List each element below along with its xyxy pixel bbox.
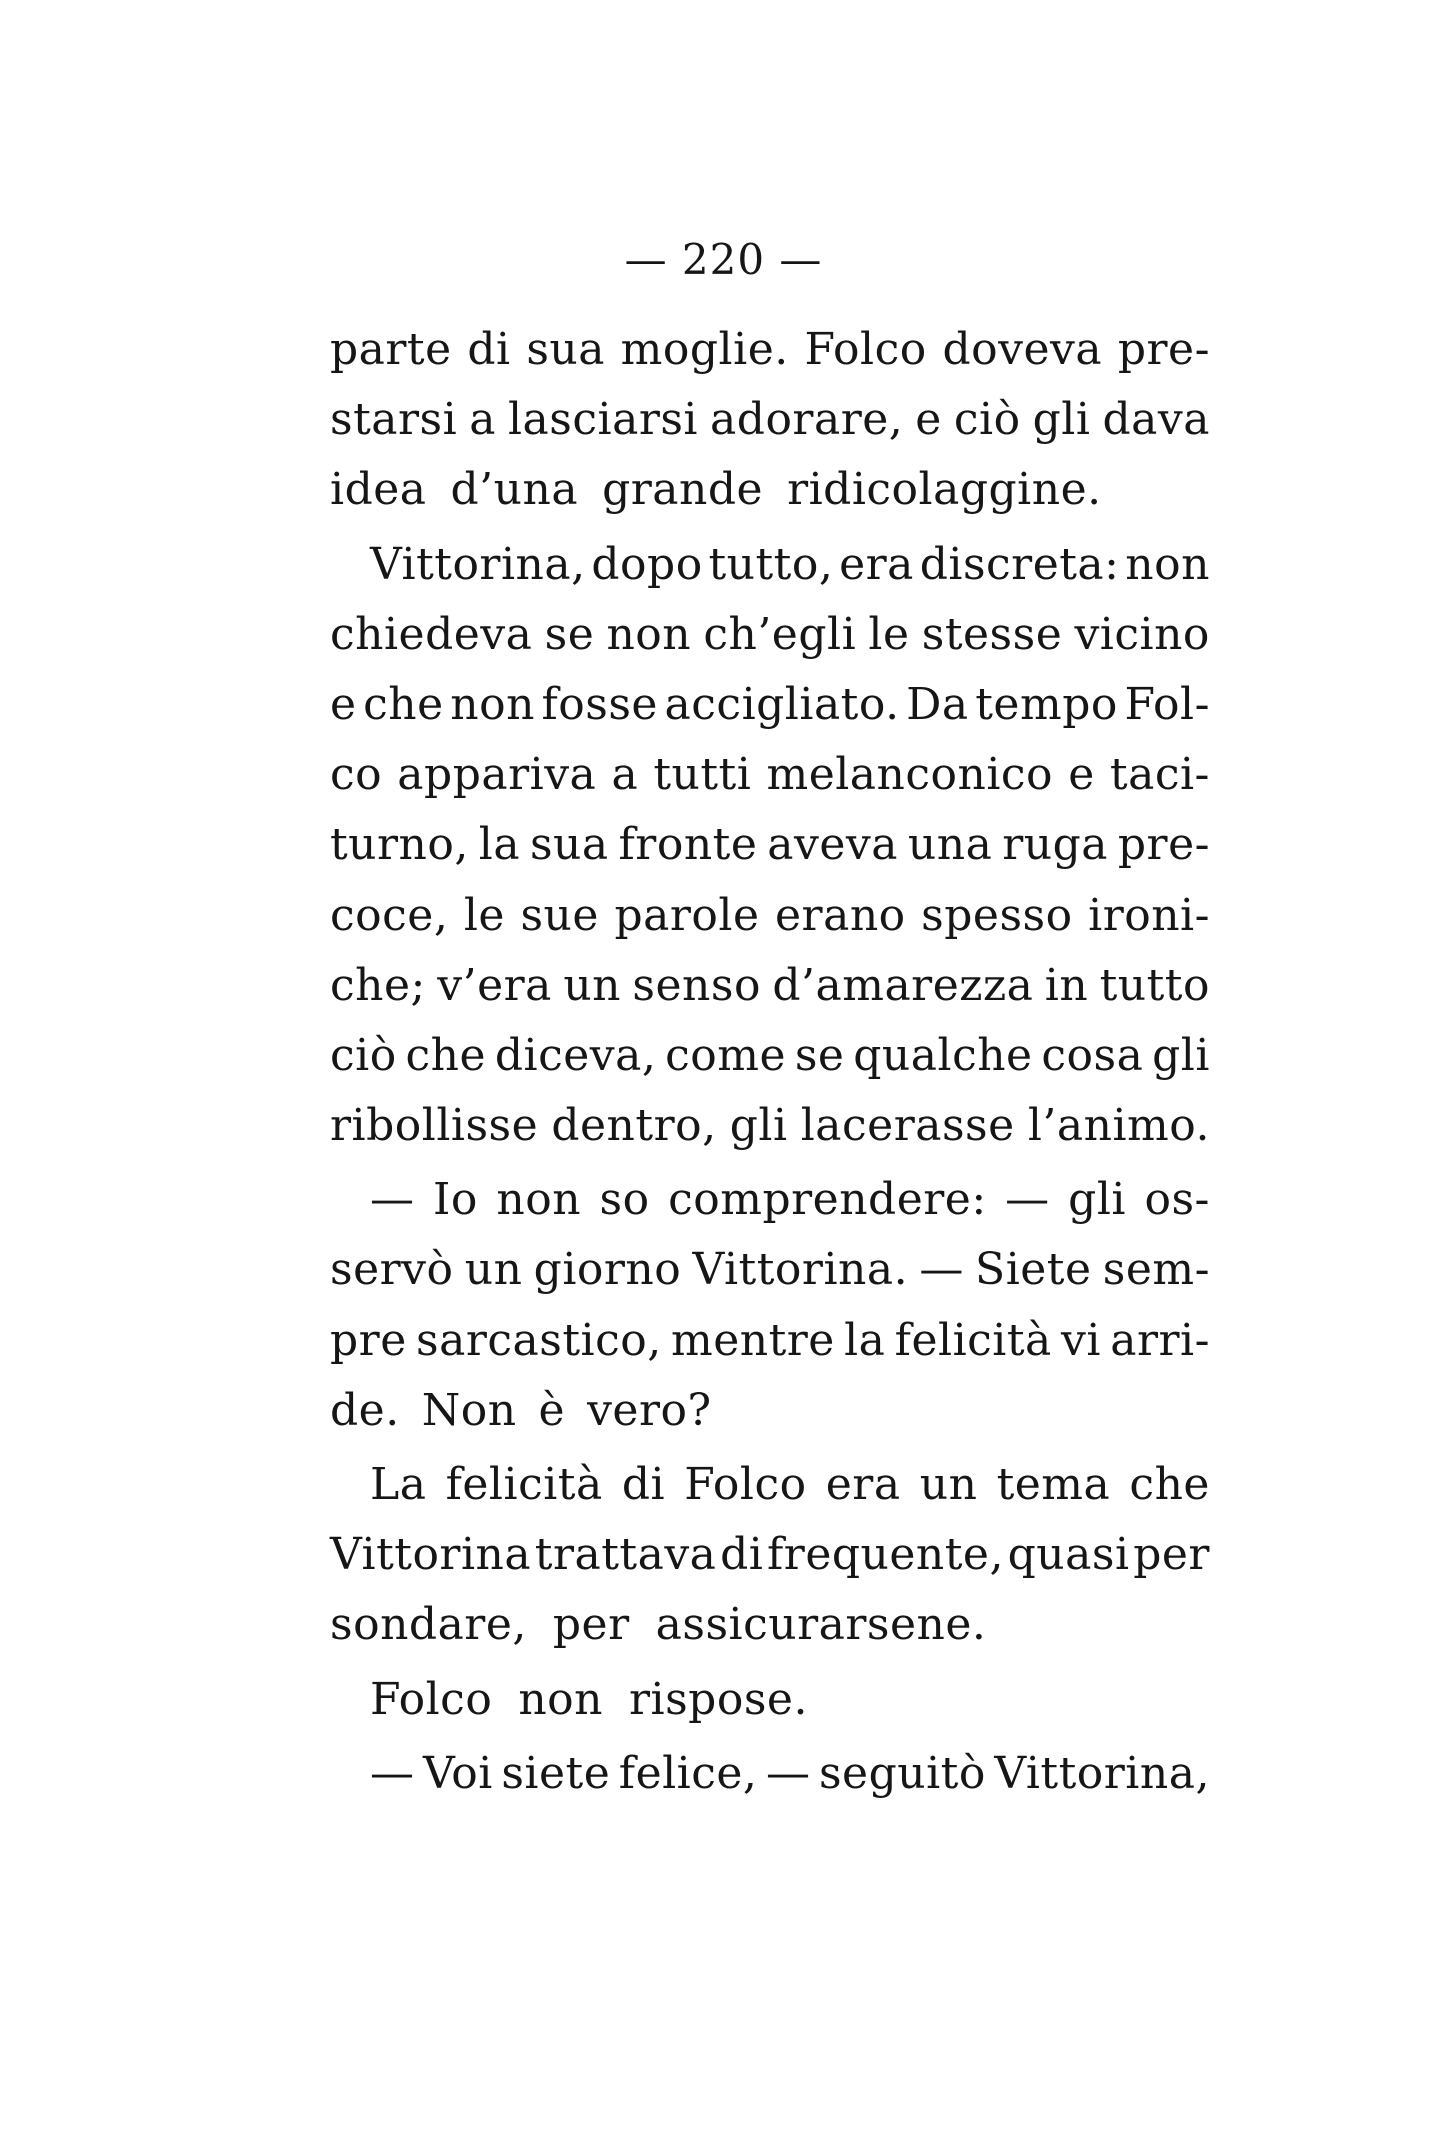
word: ciò (330, 1029, 397, 1081)
word: ironi- (1088, 889, 1210, 941)
word: la (478, 819, 521, 871)
word: non (518, 1673, 603, 1725)
word: adorare, (710, 394, 904, 446)
text-line (330, 740, 1210, 810)
word: di (467, 324, 511, 375)
word: pre- (1117, 819, 1210, 871)
word: un (464, 1244, 523, 1296)
word: che (405, 1029, 487, 1081)
word: — (765, 1747, 811, 1799)
word: dentro, (551, 1100, 717, 1152)
word: dava (1102, 394, 1210, 446)
word: di (720, 1529, 764, 1581)
word: come (665, 1029, 787, 1081)
word: sem- (1102, 1244, 1210, 1296)
text-line (330, 881, 1210, 951)
word: tema (996, 1459, 1111, 1510)
word: parole (614, 889, 760, 941)
word: una (907, 819, 993, 871)
word: ruga (1002, 819, 1108, 871)
word: e (915, 394, 942, 446)
word: che (363, 678, 444, 730)
word: lacerasse (800, 1100, 1015, 1152)
word: quasi (1007, 1529, 1130, 1581)
word: trattava (534, 1529, 717, 1581)
word: diceva, (494, 1029, 657, 1081)
text-line (330, 1306, 1210, 1376)
word: felice, (618, 1747, 758, 1799)
page-number: — 220 — (624, 235, 823, 284)
word: le (868, 608, 910, 660)
word: v’era (437, 959, 552, 1011)
word: stesse (921, 608, 1063, 660)
text-line (330, 315, 1210, 385)
body-text (330, 315, 1210, 1809)
word: gli (729, 1100, 788, 1152)
word: non (496, 1174, 582, 1226)
word: starsi (330, 394, 458, 446)
word: Vittorina, (370, 538, 586, 590)
word: sue (520, 889, 599, 941)
text-line (330, 951, 1210, 1021)
word: lasciarsi (507, 394, 699, 446)
word: moglie. (620, 324, 789, 375)
word: Fol- (1124, 678, 1210, 730)
word: gli (1068, 1174, 1126, 1226)
word: co (330, 749, 383, 801)
text-line (330, 1021, 1210, 1091)
word: la (844, 1314, 886, 1366)
word: Folco (804, 324, 927, 375)
word: — (919, 1244, 964, 1296)
word: — (370, 1747, 415, 1799)
word: felicità (445, 1459, 603, 1510)
word: comprendere: (668, 1174, 987, 1226)
word: Da (906, 678, 969, 730)
word: sua (526, 324, 605, 375)
word: per (1133, 1529, 1210, 1581)
word: erano (775, 889, 906, 941)
word: parte (330, 324, 452, 375)
word: melanconico (766, 749, 1054, 801)
word: aveva (767, 819, 898, 871)
word: de. (330, 1384, 400, 1436)
word: os- (1144, 1174, 1210, 1226)
word: arri- (1110, 1314, 1210, 1366)
text-line (330, 1165, 1210, 1235)
text-line (330, 1739, 1210, 1809)
word: a (469, 394, 496, 446)
word: servò (330, 1244, 454, 1296)
word: in (1044, 959, 1089, 1011)
word: un (563, 959, 621, 1011)
word: Siete (975, 1244, 1092, 1296)
word: di (621, 1459, 666, 1510)
word: discreta: (919, 538, 1120, 590)
word: — (370, 1174, 415, 1226)
word: chiedeva (330, 608, 533, 660)
word: ch’egli (703, 608, 857, 660)
word: non (606, 608, 692, 660)
word: Vittorina, (994, 1747, 1210, 1799)
word: l’animo. (1027, 1100, 1210, 1152)
word: era (825, 1459, 901, 1510)
word: sarcastico, (416, 1314, 662, 1366)
word: sua (529, 819, 609, 871)
word: che; (330, 959, 426, 1011)
word: qualche (853, 1029, 1033, 1081)
word: La (370, 1459, 427, 1510)
word: per (552, 1599, 630, 1651)
word: frequente, (767, 1529, 1004, 1581)
word: vicino (1074, 608, 1210, 660)
word: so (599, 1174, 650, 1226)
text-line (330, 1235, 1210, 1305)
word: a (611, 749, 639, 801)
word: senso (632, 959, 761, 1011)
word: tempo (975, 678, 1118, 730)
word: coce, (330, 889, 449, 941)
word: e (330, 678, 357, 730)
word: giorno (533, 1244, 682, 1296)
word: Io (433, 1174, 478, 1226)
word: turno, (330, 819, 469, 871)
word: Folco (684, 1459, 807, 1510)
word: mentre (670, 1314, 835, 1366)
text-line (330, 1590, 1210, 1660)
word: pre- (1117, 324, 1210, 375)
word: accigliato. (664, 678, 900, 730)
word: vero? (587, 1384, 712, 1436)
word: ridicolaggine. (787, 464, 1102, 516)
word: spesso (921, 889, 1073, 941)
word: non (450, 678, 535, 730)
word: cosa (1041, 1029, 1144, 1081)
word: Voi (423, 1747, 493, 1799)
word: pre (330, 1314, 407, 1366)
word: — (1005, 1174, 1050, 1226)
word: tutto, (708, 538, 834, 590)
word: grande (602, 464, 764, 516)
word: ribollisse (330, 1100, 539, 1152)
text-line (330, 1091, 1210, 1161)
word: Vittorina (330, 1529, 532, 1581)
word: tutto (1099, 959, 1210, 1011)
text-line (330, 600, 1210, 670)
text-line (330, 1450, 1210, 1520)
text-line (330, 530, 1210, 600)
word: siete (501, 1747, 611, 1799)
word: fronte (618, 819, 758, 871)
word: Non (421, 1384, 517, 1436)
word: che (1129, 1459, 1210, 1510)
word: sondare, (330, 1599, 527, 1651)
text-line (330, 810, 1210, 880)
word: ciò (953, 394, 1021, 446)
word: tutti (653, 749, 752, 801)
word: è (538, 1384, 566, 1436)
word: gli (1152, 1029, 1210, 1081)
word: le (463, 889, 505, 941)
word: seguitò (818, 1747, 986, 1799)
word: taci- (1109, 749, 1210, 801)
text-line (330, 1520, 1210, 1590)
text-line (330, 1665, 1210, 1735)
word: dopo (591, 538, 703, 590)
word: idea (330, 464, 427, 516)
text-line (330, 1376, 1210, 1446)
word: assicurarsene. (655, 1599, 987, 1651)
word: non (1125, 538, 1210, 590)
word: e (1068, 749, 1095, 801)
word: era (839, 538, 914, 590)
word: rispose. (629, 1673, 808, 1725)
text-line (330, 670, 1210, 740)
text-line (330, 385, 1210, 455)
word: doveva (942, 324, 1103, 375)
word: Vittorina. (692, 1244, 909, 1296)
word: se (544, 608, 595, 660)
word: Folco (370, 1673, 493, 1725)
word: fosse (541, 678, 658, 730)
word: d’una (450, 464, 579, 516)
word: se (794, 1029, 845, 1081)
word: vi (1061, 1314, 1101, 1366)
word: d’amarezza (772, 959, 1034, 1011)
word: un (919, 1459, 978, 1510)
text-line (330, 455, 1210, 525)
word: appariva (397, 749, 597, 801)
word: gli (1032, 394, 1091, 446)
word: felicità (894, 1314, 1052, 1366)
